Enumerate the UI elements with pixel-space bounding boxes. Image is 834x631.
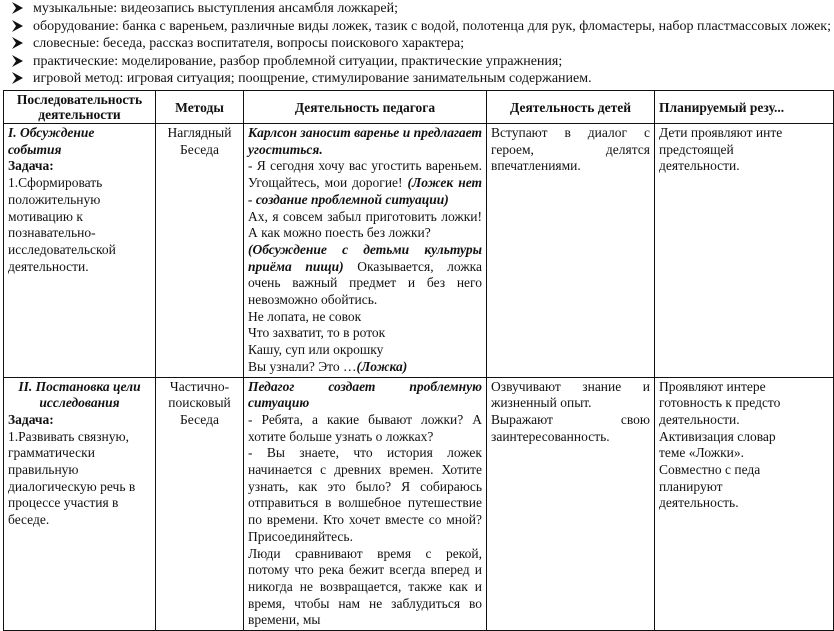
result-line: Дети проявляют инте [659, 125, 783, 140]
stage-title: II. Постановка цели исследования [18, 378, 141, 411]
arrow-bullet-icon [12, 2, 23, 14]
teacher-speech: - Ребята, а какие бывают ложки? А хотите больше узнать о ложках? [248, 411, 482, 444]
table-row [4, 124, 834, 378]
teacher-note: (Обсуждение с детьми культуры приёма пищи) [248, 241, 482, 274]
teacher-speech: Оказывается, ложка очень важный предмет и без него невозможно обойтись. [248, 258, 482, 308]
result-line: теме «Ложки». [659, 445, 745, 461]
method-item: поисковый [168, 395, 231, 411]
list-item [0, 35, 816, 53]
table-header-row [4, 91, 834, 124]
result-line: Проявляют интере [659, 378, 766, 394]
poem-line: Что захватит, то в роток [248, 325, 386, 341]
teacher-speech: - Вы знаете, что история ложек начинается с древних времен. Хотите узнать, как это было? Я собираюсь отправиться в волшебное путешествие по времени. Кто хочет вместе со мной? Присоединяйтесь. [248, 445, 482, 544]
arrow-bullet-icon [12, 20, 23, 32]
teacher-note: (Ложек нет - создание проблемной ситуации) [248, 175, 483, 207]
method-item: Беседа [180, 411, 219, 427]
list-item-text: игровой метод: игровая ситуация; поощрение, стимулирование занимательным содержанием. [33, 71, 592, 87]
arrow-bullet-icon [12, 37, 23, 49]
poem-line: Не лопата, не совок [248, 308, 362, 324]
teacher-lead: Карлсон заносит варенье и предлагает угоститься. [248, 125, 482, 157]
teacher-speech: Ах, я совсем забыл приготовить ложки! А как можно поесть без ложки? [248, 208, 482, 241]
list-item [0, 70, 816, 88]
header-planned-result: Планируемый резу... [655, 91, 834, 124]
result-line: Совместно с педа [659, 462, 761, 478]
methods-cell [156, 124, 244, 378]
children-activity-text: Вступают в диалог с героем, делятся впечатлениями. [491, 125, 650, 174]
teacher-activity-cell [244, 124, 487, 378]
result-line: деятельность. [659, 495, 739, 511]
teacher-lead: Педагог создает проблемную ситуацию [248, 378, 482, 411]
stage-title: I. Обсуждение события [8, 125, 95, 157]
riddle-question: Вы узнали? Это … [248, 358, 357, 374]
task-label: Задача: [8, 411, 54, 427]
teacher-speech: Люди сравнивают время с рекой, потому что река бежит всегда вперед и никогда не возвращается, также как и время, чтобы нам не заблудиться во времени, мы [248, 545, 482, 628]
task-text: 1.Сформировать положительную мотивацию к познавательно-исследовательской деятельности. [8, 175, 116, 274]
arrow-bullet-icon [12, 55, 23, 67]
header-methods: Методы [156, 91, 244, 124]
task-label: Задача: [8, 158, 54, 174]
method-item: Беседа [180, 141, 219, 157]
children-activity-cell [487, 124, 655, 378]
header-children-activity: Деятельность детей [487, 91, 655, 124]
teacher-activity-cell [244, 377, 487, 631]
children-activity-text: Озвучивают знание и жизненный опыт. [491, 378, 650, 411]
result-line: готовность к предсто [659, 395, 781, 411]
header-sequence: Последовательность деятельности [4, 91, 156, 124]
children-activity-text: Выражают свою заинтересованность. [491, 411, 650, 444]
materials-list [0, 0, 831, 88]
result-line: деятельности. [659, 158, 740, 174]
list-item [0, 53, 816, 71]
list-item-text: оборудование: банка с вареньем, различные виды ложек, тазик с водой, полотенца для рук, фломастеры, набор пластмассовых ложек; [33, 18, 831, 34]
method-item: Наглядный [167, 125, 232, 140]
stage-cell [4, 377, 156, 631]
lesson-plan-table [3, 90, 834, 631]
header-teacher-activity: Деятельность педагога [244, 91, 487, 124]
task-text: 1.Развивать связную, грамматически правильную диалогическую речь в процессе участия в беседе. [8, 428, 136, 528]
children-activity-cell [487, 377, 655, 631]
planned-result-cell [655, 377, 834, 631]
table-row [4, 377, 834, 631]
result-line: деятельности. [659, 411, 740, 427]
list-item-text: словесные: беседа, рассказ воспитателя, вопросы поискового характера; [33, 36, 465, 52]
riddle-answer: (Ложка) [356, 358, 408, 374]
list-item [0, 18, 831, 36]
arrow-bullet-icon [12, 72, 23, 84]
stage-cell [4, 124, 156, 378]
planned-result-cell [655, 124, 834, 378]
result-line: предстоящей [659, 141, 734, 157]
methods-cell [156, 377, 244, 631]
teacher-speech: - Я сегодня хочу вас угостить вареньем. Угощайтесь, мои дорогие! [248, 158, 482, 191]
poem-line: Кашу, суп или окрошку [248, 342, 384, 358]
method-item: Частично- [169, 378, 230, 394]
list-item-text: практические: моделирование, разбор проблемной ситуации, практические упражнения; [33, 53, 563, 69]
list-item-text: музыкальные: видеозапись выступления ансамбля ложкарей; [33, 1, 399, 16]
result-line: Активизация словар [659, 428, 776, 444]
list-item [0, 0, 816, 18]
result-line: планируют [659, 478, 723, 494]
